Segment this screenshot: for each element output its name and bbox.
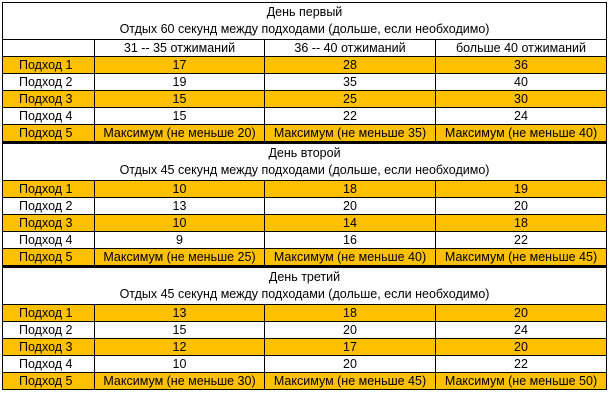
day-1-title: День первый	[266, 5, 343, 19]
set-label: Подход 1	[3, 57, 95, 74]
set-label: Подход 2	[3, 74, 95, 91]
table-row	[3, 181, 607, 198]
table-row	[3, 232, 607, 249]
reps-cell: 40	[436, 74, 607, 91]
table-row	[3, 356, 607, 373]
set-label: Подход 3	[3, 339, 95, 356]
table-row	[3, 373, 607, 390]
pushup-program-table	[2, 2, 607, 390]
reps-cell: Максимум (не меньше 50)	[436, 373, 607, 390]
day-3-title: День третий	[268, 270, 341, 284]
table-row	[3, 339, 607, 356]
set-label: Подход 4	[3, 356, 95, 373]
reps-cell: 20	[265, 198, 436, 215]
table-row	[3, 125, 607, 143]
table-row	[3, 215, 607, 232]
workout-sheet	[2, 2, 606, 390]
set-label: Подход 2	[3, 322, 95, 339]
reps-cell: Максимум (не меньше 20)	[95, 125, 265, 143]
column-header: 36 -- 40 отжиманий	[265, 40, 436, 57]
set-label: Подход 3	[3, 215, 95, 232]
day-3-rest-note: Отдых 45 секунд между подходами (дольше, если необходимо)	[119, 287, 490, 301]
reps-cell: 17	[95, 57, 265, 74]
table-row	[3, 198, 607, 215]
set-label: Подход 1	[3, 305, 95, 322]
reps-cell: 18	[436, 215, 607, 232]
header-empty-cell	[3, 40, 95, 57]
reps-cell: 16	[265, 232, 436, 249]
reps-cell: Максимум (не меньше 40)	[436, 125, 607, 143]
reps-cell: 10	[95, 181, 265, 198]
table-row	[3, 322, 607, 339]
reps-cell: 30	[436, 91, 607, 108]
reps-cell: 14	[265, 215, 436, 232]
set-label: Подход 3	[3, 91, 95, 108]
reps-cell: 19	[95, 74, 265, 91]
reps-cell: 13	[95, 198, 265, 215]
reps-cell: 25	[265, 91, 436, 108]
reps-cell: 22	[265, 108, 436, 125]
day-2-title-row	[3, 143, 607, 181]
reps-cell: 15	[95, 322, 265, 339]
set-label: Подход 5	[3, 373, 95, 390]
column-header: больше 40 отжиманий	[436, 40, 607, 57]
reps-cell: 10	[95, 356, 265, 373]
day-2-title: День второй	[268, 146, 341, 160]
reps-cell: Максимум (не меньше 35)	[265, 125, 436, 143]
set-label: Подход 5	[3, 249, 95, 267]
reps-cell: Максимум (не меньше 40)	[265, 249, 436, 267]
reps-cell: 10	[95, 215, 265, 232]
reps-cell: 20	[265, 356, 436, 373]
column-header: 31 -- 35 отжиманий	[95, 40, 265, 57]
day-1-title-cell	[3, 3, 607, 40]
reps-cell: 20	[265, 322, 436, 339]
reps-cell: 15	[95, 108, 265, 125]
set-label: Подход 4	[3, 232, 95, 249]
reps-cell: 9	[95, 232, 265, 249]
reps-cell: 20	[436, 198, 607, 215]
reps-cell: 24	[436, 322, 607, 339]
set-label: Подход 2	[3, 198, 95, 215]
day-2-title-cell	[3, 143, 607, 181]
table-row	[3, 74, 607, 91]
reps-cell: 24	[436, 108, 607, 125]
reps-cell: 18	[265, 181, 436, 198]
reps-cell: 13	[95, 305, 265, 322]
reps-cell: 18	[265, 305, 436, 322]
reps-cell: 22	[436, 232, 607, 249]
day-3-title-cell	[3, 267, 607, 305]
reps-cell: 12	[95, 339, 265, 356]
reps-cell: 28	[265, 57, 436, 74]
table-row	[3, 91, 607, 108]
reps-cell: Максимум (не меньше 45)	[436, 249, 607, 267]
reps-cell: Максимум (не меньше 30)	[95, 373, 265, 390]
day-3-title-row	[3, 267, 607, 305]
set-label: Подход 1	[3, 181, 95, 198]
table-row	[3, 57, 607, 74]
reps-cell: 35	[265, 74, 436, 91]
day-2-rest-note: Отдых 45 секунд между подходами (дольше, если необходимо)	[119, 163, 490, 177]
column-header-row	[3, 40, 607, 57]
reps-cell: 22	[436, 356, 607, 373]
set-label: Подход 4	[3, 108, 95, 125]
table-row	[3, 249, 607, 267]
reps-cell: 20	[436, 339, 607, 356]
reps-cell: 17	[265, 339, 436, 356]
reps-cell: Максимум (не меньше 45)	[265, 373, 436, 390]
set-label: Подход 5	[3, 125, 95, 143]
reps-cell: 15	[95, 91, 265, 108]
table-row	[3, 108, 607, 125]
table-row	[3, 305, 607, 322]
day-1-title-row	[3, 3, 607, 40]
reps-cell: Максимум (не меньше 25)	[95, 249, 265, 267]
reps-cell: 20	[436, 305, 607, 322]
day-1-rest-note: Отдых 60 секунд между подходами (дольше, если необходимо)	[119, 22, 490, 36]
reps-cell: 19	[436, 181, 607, 198]
reps-cell: 36	[436, 57, 607, 74]
